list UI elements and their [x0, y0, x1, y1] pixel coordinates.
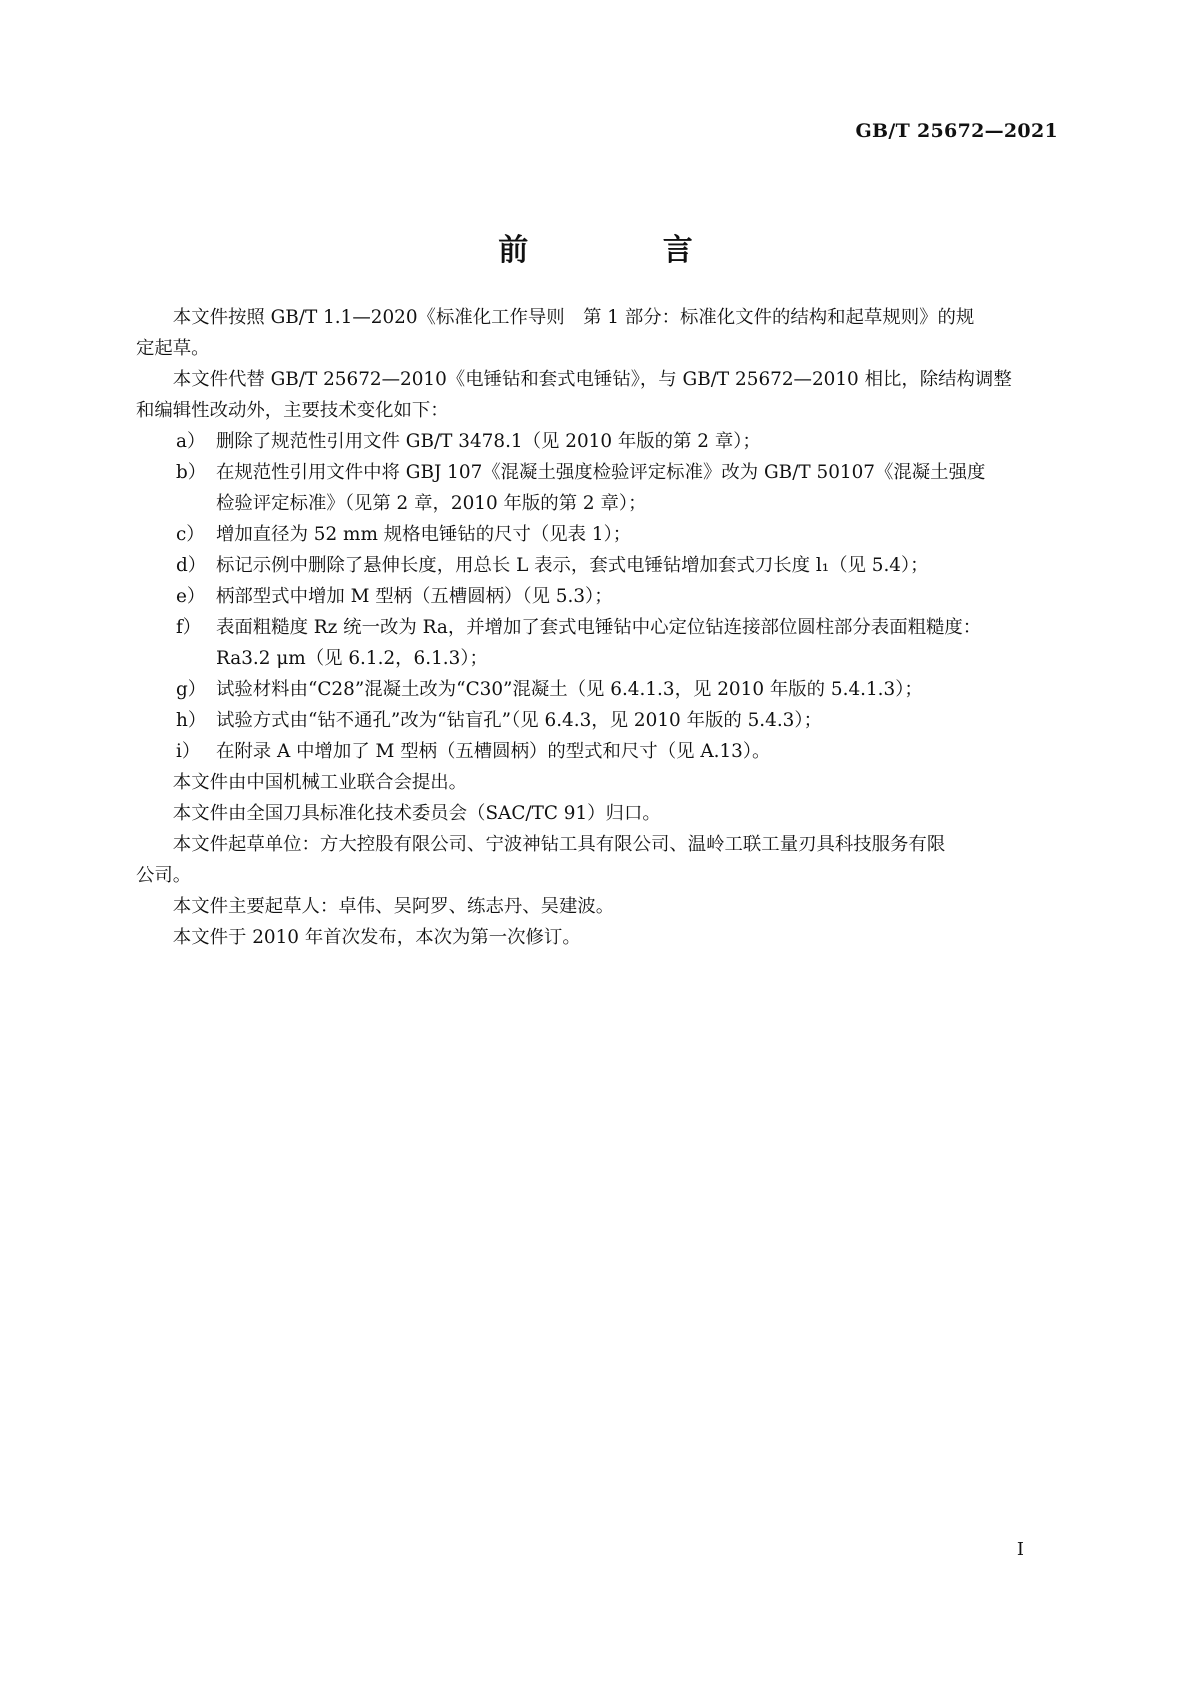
- list-marker: g）: [176, 679, 207, 700]
- list-marker: h）: [176, 710, 207, 731]
- text-line: 公司。: [136, 865, 192, 886]
- page-title: 前 言: [498, 233, 755, 268]
- list-item-text: 在附录 A 中增加了 M 型柄（五槽圆柄）的型式和尺寸（见 A.13）。: [216, 741, 771, 762]
- list-item-d: [136, 550, 1058, 581]
- list-item-text: 增加直径为 52 mm 规格电锤钻的尺寸（见表 1）；: [216, 524, 632, 545]
- list-item-b: [136, 457, 1058, 519]
- text-line: 本文件按照 GB/T 1.1—2020《标准化工作导则 第 1 部分：标准化文件的结构和起草规则》的规: [172, 307, 975, 328]
- foreword-body: [136, 302, 1058, 953]
- paragraph-managed-by: 本文件由全国刀具标准化技术委员会（SAC/TC 91）归口。: [172, 803, 661, 824]
- text-line: 本文件起草单位：方大控股有限公司、宁波神钻工具有限公司、温岭工联工量刃具科技服务有限: [172, 834, 946, 855]
- list-item-e: [136, 581, 1058, 612]
- list-item-text: 表面粗糙度 Rz 统一改为 Ra，并增加了套式电锤钻中心定位钻连接部位圆柱部分表面粗糙度：: [216, 617, 982, 638]
- list-item-text: 标记示例中删除了悬伸长度，用总长 L 表示，套式电锤钻增加套式刀长度 l₁（见 5.4）；: [216, 555, 929, 576]
- text-line: 本文件代替 GB/T 25672—2010《电锤钻和套式电锤钻》，与 GB/T 25672—2010 相比，除结构调整: [172, 369, 1012, 390]
- paragraph-drafting-basis: [136, 302, 1058, 364]
- paragraph-drafting-units: [136, 829, 1058, 891]
- list-item-text: 在规范性引用文件中将 GBJ 107《混凝土强度检验评定标准》改为 GB/T 50107《混凝土强度: [216, 462, 986, 483]
- list-marker: b）: [176, 462, 207, 483]
- list-marker: c）: [176, 524, 205, 545]
- list-item-g: [136, 674, 1058, 705]
- page-number: I: [1016, 1539, 1024, 1560]
- text-line: 和编辑性改动外，主要技术变化如下：: [136, 400, 449, 421]
- list-item-i: [136, 736, 1058, 767]
- paragraph-history: 本文件于 2010 年首次发布，本次为第一次修订。: [172, 927, 581, 948]
- list-item-text: 试验方式由“钻不通孔”改为“钻盲孔”（见 6.4.3，见 2010 年版的 5.4.3）；: [216, 710, 822, 731]
- list-item-text: 柄部型式中增加 M 型柄（五槽圆柄）（见 5.3）；: [216, 586, 613, 607]
- list-marker: e）: [176, 586, 206, 607]
- list-item-text: Ra3.2 μm（见 6.1.2，6.1.3）；: [216, 648, 488, 669]
- list-marker: i）: [176, 741, 201, 762]
- paragraph-replacement: [136, 364, 1058, 426]
- paragraph-drafters: 本文件主要起草人：卓伟、吴阿罗、练志丹、吴建波。: [172, 896, 615, 917]
- standard-number: GB/T 25672—2021: [855, 120, 1058, 142]
- list-marker: f）: [176, 617, 202, 638]
- text-line: 定起草。: [136, 338, 210, 359]
- list-item-a: [136, 426, 1058, 457]
- list-item-text: 检验评定标准》（见第 2 章，2010 年版的第 2 章）；: [216, 493, 647, 514]
- list-item-text: 试验材料由“C28”混凝土改为“C30”混凝土（见 6.4.1.3，见 2010 年版的 5.4.1.3）；: [216, 679, 923, 700]
- paragraph-proposed-by: 本文件由中国机械工业联合会提出。: [172, 772, 468, 793]
- list-item-c: [136, 519, 1058, 550]
- list-item-text: 删除了规范性引用文件 GB/T 3478.1（见 2010 年版的第 2 章）；: [216, 431, 761, 452]
- list-marker: a）: [176, 431, 206, 452]
- list-item-h: [136, 705, 1058, 736]
- list-marker: d）: [176, 555, 207, 576]
- list-item-f: [136, 612, 1058, 674]
